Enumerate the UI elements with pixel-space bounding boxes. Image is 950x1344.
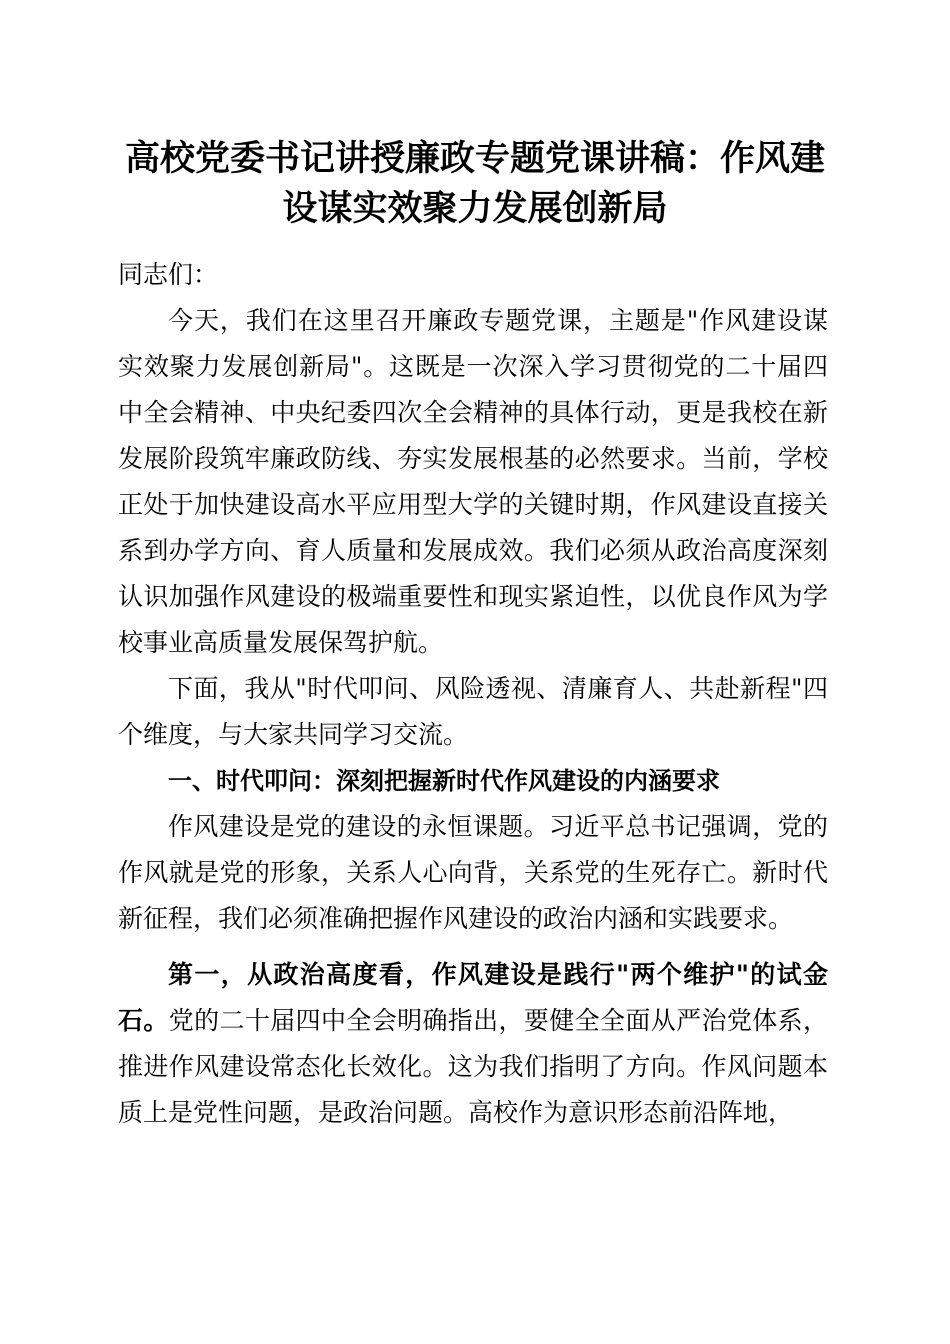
paragraph-point1 <box>118 952 828 1136</box>
document-body <box>118 252 828 1136</box>
title-line-2: 设谋实效聚力发展创新局 <box>282 188 668 229</box>
point1-text: 党的二十届四中全会明确指出，要健全全面从严治党体系，推进作风建设常态化长效化。这为我们指明了方向。作风问题本质上是党性问题，是政治问题。高校作为意识形态前沿阵地， <box>118 1006 828 1127</box>
section-heading-1: 一、时代叩问：深刻把握新时代作风建设的内涵要求 <box>168 767 720 795</box>
paragraph-section1: 作风建设是党的建设的永恒课题。习近平总书记强调，党的作风就是党的形象，关系人心向背，关系党的生死存亡。新时代新征程，我们必须准确把握作风建设的政治内涵和实践要求。 <box>118 812 828 933</box>
paragraph-outline: 下面，我从"时代叩问、风险透视、清廉育人、共赴新程"四个维度，与大家共同学习交流。 <box>118 674 828 749</box>
greeting: 同志们： <box>118 260 219 289</box>
point1-lead: 第一，从政治高度看，作风建设是践行"两个维护"的试金石。 <box>118 960 828 1035</box>
document-title <box>100 134 850 234</box>
title-line-1: 高校党委书记讲授廉政专题党课讲稿：作风建 <box>124 138 825 179</box>
paragraph-intro: 今天，我们在这里召开廉政专题党课，主题是"作风建设谋实效聚力发展创新局"。这既是一次深入学习贯彻党的二十届四中全会精神、中央纪委四次全会精神的具体行动，更是我校在新发展阶段筑牢廉政防线、夯实发展根基的必然要求。当前，学校正处于加快建设高水平应用型大学的关键时期，作风建设直接关系到办学方向、育人质量和发展成效。我们必须从政治高度深刻认识加强作风建设的极端重要性和现实紧迫性，以优良作风为学校事业高质量发展保驾护航。 <box>118 306 828 657</box>
